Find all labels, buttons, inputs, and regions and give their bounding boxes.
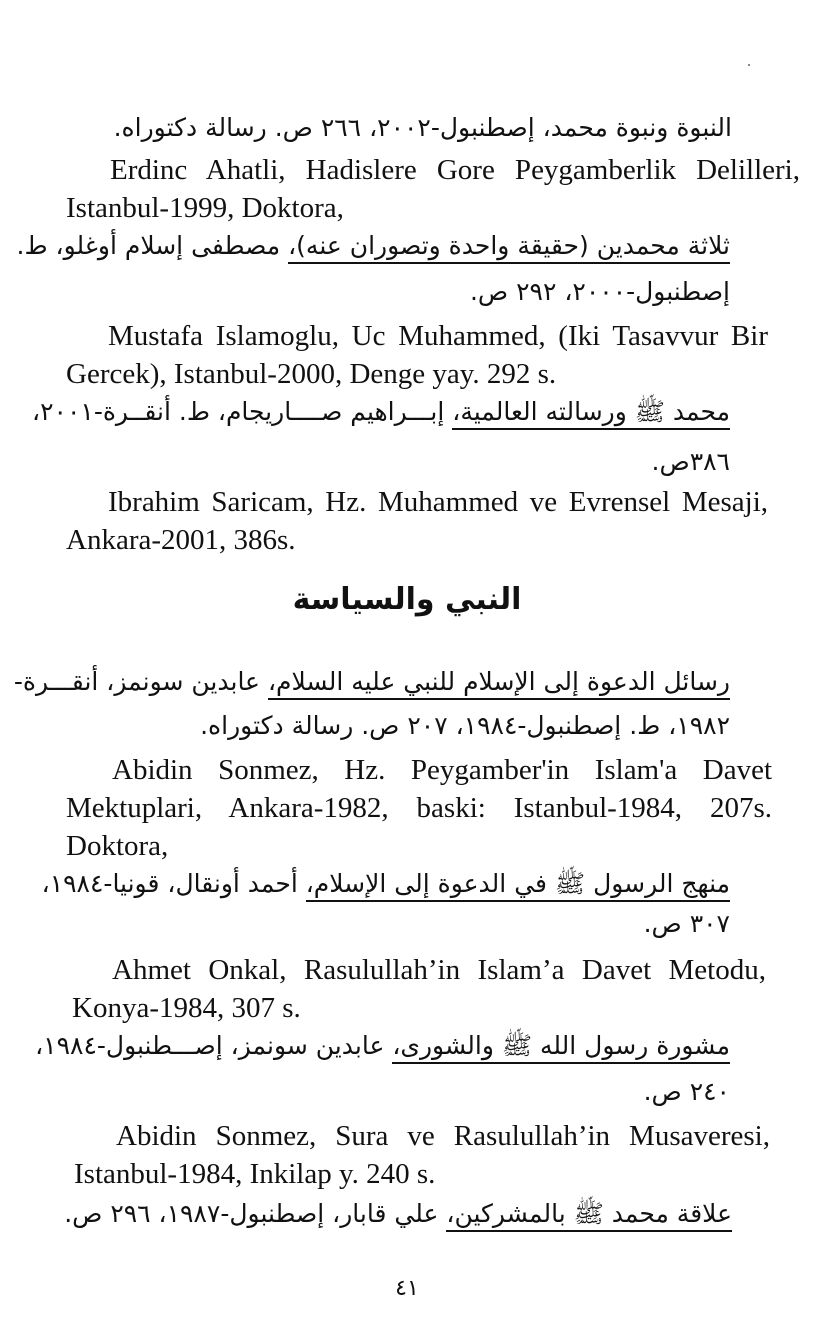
arabic-citation-continuation: ١٩٨٢، ط. إصطنبول-١٩٨٤، ٢٠٧ ص. رسالة دكتوراه.: [200, 711, 730, 740]
arabic-author-publisher: إبـــراهيم صــــاريجام، ط. أنقــرة-٢٠٠١،: [32, 397, 453, 426]
latin-citation-line: Konya-1984, 307 s.: [72, 992, 301, 1024]
arabic-book-title: رسائل الدعوة إلى الإسلام للنبي عليه السلام،: [268, 667, 730, 700]
arabic-citation-continuation: ٣٨٦ص.: [651, 447, 730, 476]
arabic-book-title: علاقة محمد ﷺ بالمشركين،: [446, 1199, 732, 1232]
latin-citation-line: Ahmet Onkal, Rasulullah’in Islam’a Davet Metodu,: [112, 954, 766, 986]
arabic-book-title: مشورة رسول الله ﷺ والشورى،: [392, 1031, 730, 1064]
latin-citation-line: Abidin Sonmez, Hz. Peygamber'in Islam'a Davet: [112, 754, 772, 786]
latin-citation-line: Erdinc Ahatli, Hadislere Gore Peygamberlik Delilleri,: [110, 154, 800, 186]
scan-speck: [748, 64, 750, 66]
arabic-citation-continuation: ٣٠٧ ص.: [643, 909, 730, 938]
arabic-citation: [42, 864, 730, 904]
latin-citation-line: Istanbul-1984, Inkilap y. 240 s.: [74, 1158, 436, 1190]
arabic-author-publisher: أحمد أونقال، قونيا-١٩٨٤،: [41, 869, 306, 898]
latin-citation-line: Doktora,: [66, 830, 169, 862]
latin-citation-line: Abidin Sonmez, Sura ve Rasulullah’in Musaveresi,: [116, 1120, 770, 1152]
arabic-author-publisher: عابدين سونمز، إصـــطنبول-١٩٨٤،: [35, 1031, 393, 1060]
section-heading: النبي والسياسة: [292, 582, 522, 617]
arabic-author-publisher: عابدين سونمز، أنقـــرة-: [13, 667, 268, 696]
latin-citation-line: Ankara-2001, 386s.: [66, 524, 296, 556]
arabic-citation: [35, 1026, 730, 1066]
arabic-citation: [14, 662, 730, 702]
arabic-citation-continuation: إصطنبول-٢٠٠٠، ٢٩٢ ص.: [469, 277, 730, 306]
arabic-book-title: محمد ﷺ ورسالته العالمية،: [452, 397, 730, 430]
latin-citation-line: Mektuplari, Ankara-1982, baski: Istanbul-1984, 207s.: [66, 792, 772, 824]
latin-citation-line: Gercek), Istanbul-2000, Denge yay. 292 s.: [66, 358, 557, 390]
page-number: ٤١: [395, 1276, 419, 1301]
arabic-citation: [64, 1194, 732, 1234]
latin-citation-line: Ibrahim Saricam, Hz. Muhammed ve Evrensel Mesaji,: [108, 486, 768, 518]
arabic-citation: [17, 226, 730, 266]
arabic-author-publisher: مصطفى إسلام أوغلو، ط.: [16, 231, 289, 260]
arabic-author-publisher: علي قابار، إصطنبول-١٩٨٧، ٢٩٦ ص.: [64, 1199, 447, 1228]
latin-citation-line: Mustafa Islamoglu, Uc Muhammed, (Iki Tasavvur Bir: [108, 320, 768, 352]
arabic-citation: [32, 392, 730, 432]
arabic-book-title: منهج الرسول ﷺ في الدعوة إلى الإسلام،: [306, 869, 730, 902]
latin-citation-line: Istanbul-1999, Doktora,: [66, 192, 344, 224]
arabic-book-title: ثلاثة محمدين (حقيقة واحدة وتصوران عنه)،: [288, 231, 730, 264]
arabic-citation-continuation: ٢٤٠ ص.: [643, 1077, 730, 1106]
arabic-citation-continuation: النبوة ونبوة محمد، إصطنبول-٢٠٠٢، ٢٦٦ ص. رسالة دكتوراه.: [113, 113, 732, 142]
